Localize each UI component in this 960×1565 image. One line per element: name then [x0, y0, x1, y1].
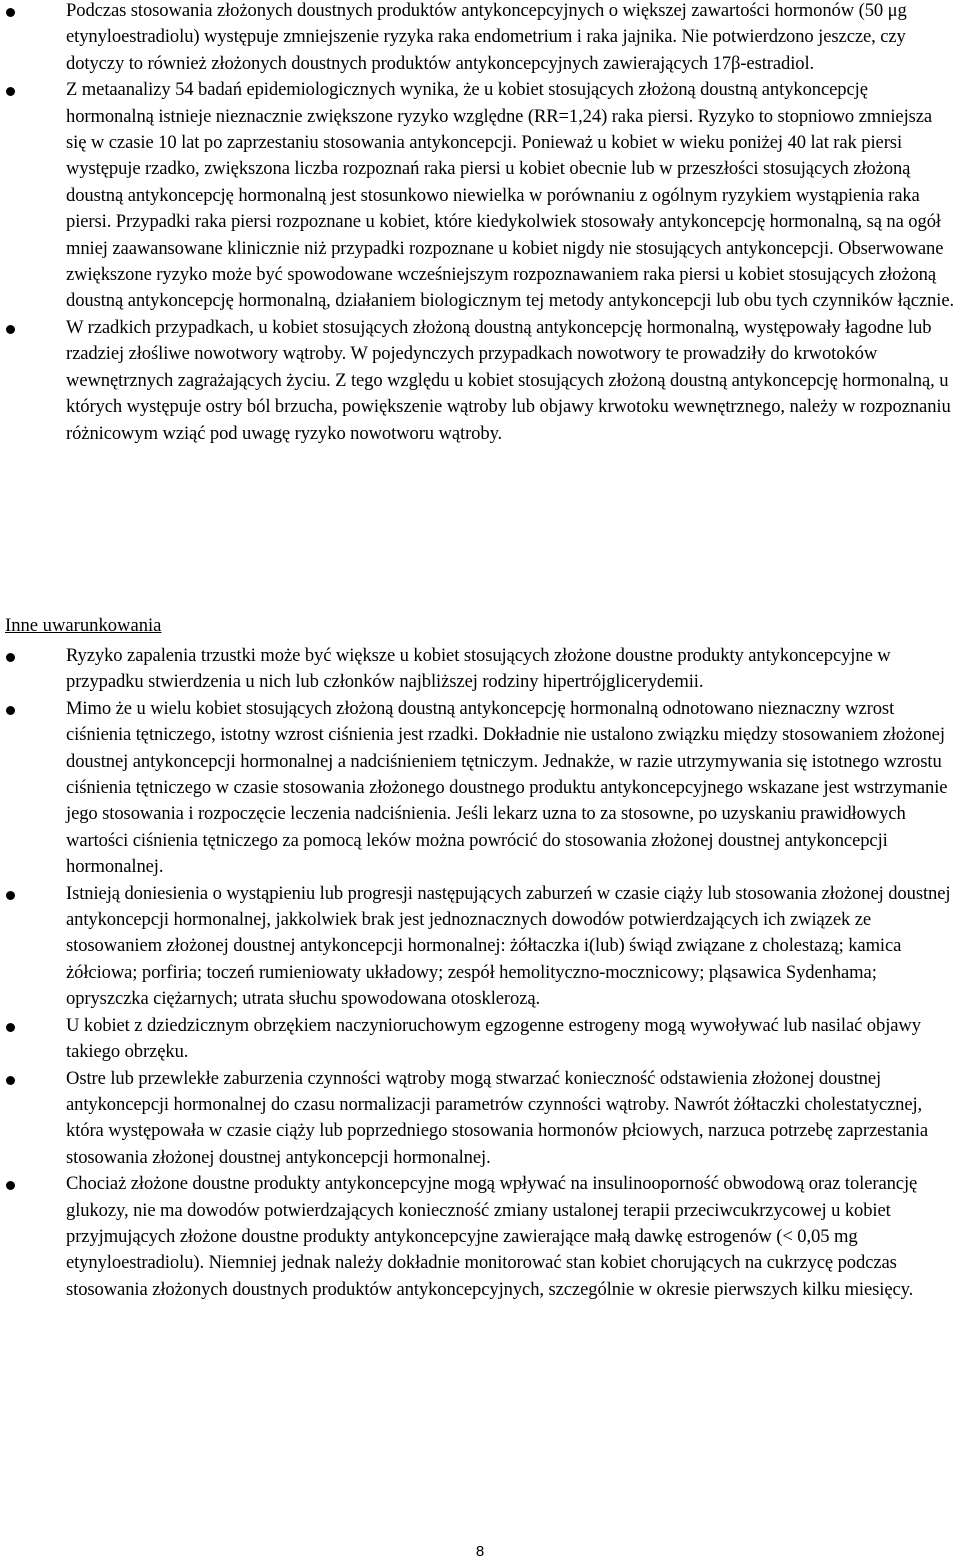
list-item: [0, 1013, 956, 1066]
page-number: 8: [475, 1543, 485, 1560]
list-item: [0, 315, 956, 447]
list-item: [0, 1171, 956, 1303]
bullet-icon: [6, 706, 15, 715]
bullet-icon: [6, 1023, 15, 1032]
bullet-list-other: [0, 643, 956, 1303]
list-item: [0, 1066, 956, 1172]
paragraph-disorders: Istnieją doniesienia o wystąpieniu lub progresji następujących zaburzeń w czasie ciąży lub stosowania złożonej doustnej antykoncepcji hormonalnej, jakkolwiek brak jest jednoznacznych dowodów potwierdzających ich związek ze stosowaniem złożonej doustnej antykoncepcji hormonalnej: żółtaczka i(lub) świąd związane z cholestazą; kamica żółciowa; porfiria; toczeń rumieniowaty układowy; zespół hemolityczno-mocznicowy; pląsawica Sydenhama; opryszczka ciężarnych; utrata słuchu spowodowana otosklerozą.: [66, 882, 951, 1010]
bullet-icon: [6, 325, 15, 334]
bullet-icon: [6, 1181, 15, 1190]
paragraph-pancreatitis: Ryzyko zapalenia trzustki może być większe u kobiet stosujących złożone doustne produkty antykoncepcyjne w przypadku stwierdzenia u nich lub członków najbliższej rodziny hipertrójglicerydemii.: [66, 645, 891, 693]
paragraph-breast-cancer: Z metaanalizy 54 badań epidemiologicznych wynika, że u kobiet stosujących złożoną doustną antykoncepcję hormonalną istnieje nieznacznie zwiększone ryzyko względne (RR=1,24) raka piersi. Ryzyko to stopniowo zmniejsza się w czasie 10 lat po zaprzestaniu stosowania antykoncepcji. Ponieważ u kobiet w wieku poniżej 40 lat rak piersi występuje rzadko, zwiększona liczba rozpoznań raka piersi u kobiet obecnie lub w przeszłości stosujących złożoną doustną antykoncepcję hormonalną jest stosunkowo niewielka w porównaniu z ogólnym ryzykiem wystąpienia raka piersi. Przypadki raka piersi rozpoznane u kobiet, które kiedykolwiek stosowały antykoncepcję hormonalną, są na ogół mniej zaawansowane klinicznie niż przypadki rozpoznane u kobiet nigdy nie stosujących antykoncepcji. Obserwowane zwiększone ryzyko może być spowodowane wcześniejszym rozpoznawaniem raka piersi u kobiet stosujących złożoną doustną antykoncepcję hormonalną, działaniem biologicznym tej metody antykoncepcji lub obu tych czynników łącznie.: [66, 79, 955, 312]
bullet-list-top: [0, 0, 956, 447]
list-item: [0, 881, 956, 1013]
section-heading: Inne uwarunkowania: [5, 615, 162, 636]
list-item: [0, 643, 956, 696]
paragraph-endometrium: Podczas stosowania złożonych doustnych produktów antykoncepcyjnych o większej zawartości hormonów (50 μg etynyloestradiolu) występuje zmniejszenie ryzyka raka endometrium i raka jajnika. Nie potwierdzono jeszcze, czy dotyczy to również złożonych doustnych produktów antykoncepcyjnych zawierających 17β-estradiol.: [66, 0, 907, 74]
paragraph-liver-function: Ostre lub przewlekłe zaburzenia czynności wątroby mogą stwarzać konieczność odstawienia złożonej doustnej antykoncepcji hormonalnej do czasu normalizacji parametrów czynności wątroby. Nawrót żółtaczki cholestatycznej, która występowała w czasie ciąży lub poprzedniego stosowania hormonów płciowych, narzuca potrzebę zaprzestania stosowania złożonej doustnej antykoncepcji hormonalnej.: [66, 1067, 929, 1168]
bullet-icon: [6, 1076, 15, 1085]
paragraph-diabetes: Chociaż złożone doustne produkty antykoncepcyjne mogą wpływać na insulinooporność obwodową oraz tolerancję glukozy, nie ma dowodów potwierdzających konieczność zmiany ustalonej terapii przeciwcukrzycowej u kobiet przyjmujących złożone doustne produkty antykoncepcyjne zawierające małą dawkę estrogenów (< 0,05 mg etynyloestradiolu). Niemniej jednak należy dokładnie monitorować stan kobiet chorujących na cukrzycę podczas stosowania złożonych doustnych produktów antykoncepcyjnych, szczególnie w okresie pierwszych kilku miesięcy.: [66, 1173, 918, 1300]
bullet-icon: [6, 653, 15, 662]
list-item: [0, 77, 956, 315]
list-item: [0, 696, 956, 881]
bullet-icon: [6, 87, 15, 96]
paragraph-liver-tumors: W rzadkich przypadkach, u kobiet stosujących złożoną doustną antykoncepcję hormonalną, występowały łagodne lub rzadziej złośliwe nowotwory wątroby. W pojedynczych przypadkach nowotwory te prowadziły do krwotoków wewnętrznych zagrażających życiu. Z tego względu u kobiet stosujących złożoną doustną antykoncepcję hormonalną, u których występuje ostry ból brzucha, powiększenie wątroby lub objawy krwotoku wewnętrznego, należy w rozpoznaniu różnicowym wziąć pod uwagę ryzyko nowotworu wątroby.: [66, 316, 951, 444]
list-item: [0, 0, 956, 77]
bullet-icon: [6, 891, 15, 900]
bullet-icon: [6, 8, 15, 17]
paragraph-angioedema: U kobiet z dziedzicznym obrzękiem naczynioruchowym egzogenne estrogeny mogą wywoływać lub nasilać objawy takiego obrzęku.: [66, 1014, 921, 1063]
paragraph-blood-pressure: Mimo że u wielu kobiet stosujących złożoną doustną antykoncepcję hormonalną odnotowano nieznaczny wzrost ciśnienia tętniczego, istotny wzrost ciśnienia jest rzadki. Dokładnie nie ustalono związku między stosowaniem złożonej doustnej antykoncepcji hormonalnej a nadciśnieniem tętniczym. Jednakże, w razie utrzymywania się istotnego wzrostu ciśnienia tętniczego w czasie stosowania złożonego doustnego produktu antykoncepcyjnego wskazane jest wstrzymanie jego stosowania i rozpoczęcie leczenia nadciśnienia. Jeśli lekarz uzna to za stosowne, po uzyskaniu prawidłowych wartości ciśnienia tętniczego za pomocą leków można powrócić do stosowania złożonej doustnej antykoncepcji hormonalnej.: [66, 697, 948, 878]
